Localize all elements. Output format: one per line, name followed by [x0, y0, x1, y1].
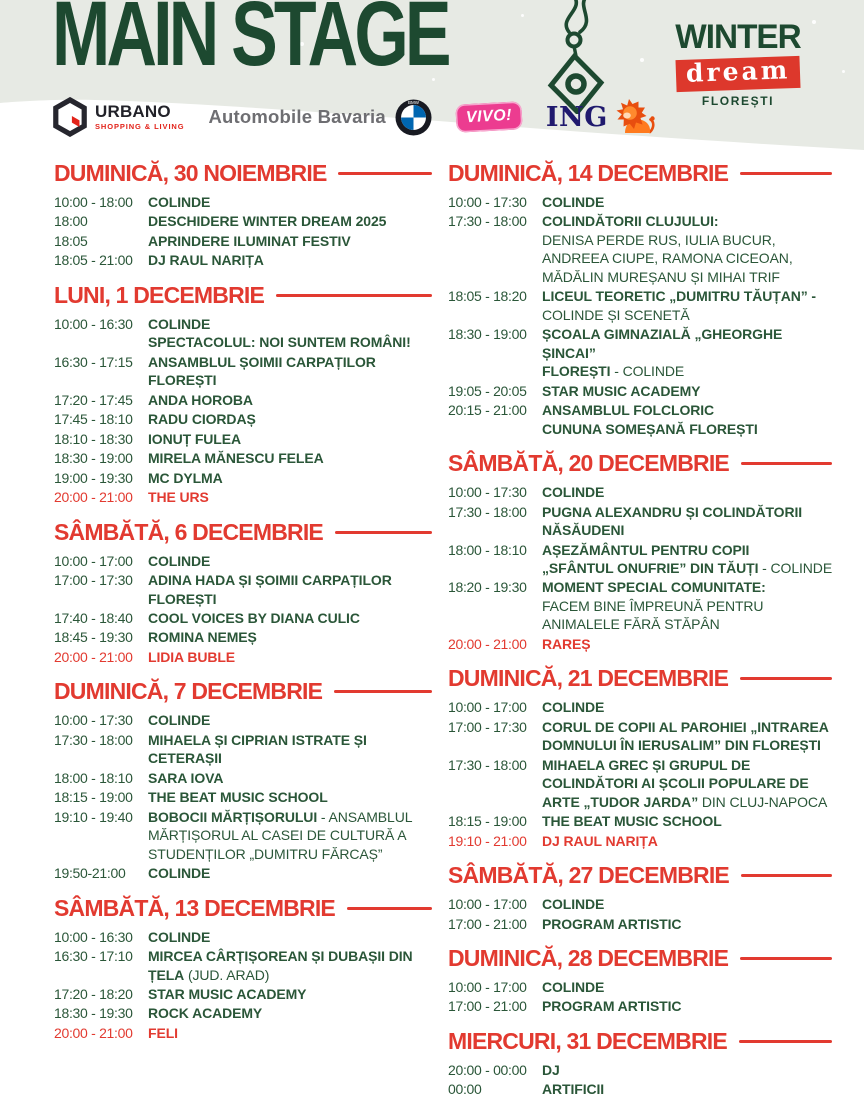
- event-row: [54, 1004, 438, 1022]
- event-title-part: LICEUL TEORETIC „DUMITRU TĂUȚAN” -: [542, 288, 816, 305]
- event-title: [542, 997, 838, 1015]
- event-title-part: IONUȚ FULEA: [148, 430, 242, 447]
- event-title: [542, 718, 838, 755]
- schedule-section: [54, 519, 438, 667]
- section-header: [448, 1028, 838, 1055]
- winter-dream-logo-city: FLOREȘTI: [701, 94, 775, 109]
- schedule-section: [448, 160, 838, 438]
- event-title-part: DOMNULUI ÎN IERUSALIM” DIN FLOREȘTI: [542, 737, 821, 754]
- event-title: [148, 711, 438, 729]
- event-title-part: AȘEZĂMÂNTUL PENTRU COPII: [542, 541, 750, 558]
- section-date-title: DUMINICĂ, 30 NOIEMBRIE: [54, 160, 327, 186]
- section-divider-line: [347, 907, 432, 910]
- event-time: 10:00 - 17:30: [448, 484, 527, 501]
- event-time: 18:30 - 19:00: [448, 326, 527, 343]
- event-time: 20:00 - 21:00: [448, 635, 527, 652]
- event-title-part: COLINDE: [542, 979, 605, 995]
- event-time: 10:00 - 18:00: [54, 194, 133, 210]
- section-date-title: DUMINICĂ, 21 DECEMBRIE: [448, 665, 729, 692]
- event-title-part: COLINDE: [542, 194, 605, 210]
- event-row: [54, 928, 438, 946]
- section-divider-line: [740, 172, 832, 175]
- event-title-part: COLINDE: [542, 484, 605, 501]
- event-title: [148, 1024, 438, 1042]
- event-title-part: COOL VOICES BY DIANA CULIC: [148, 609, 360, 626]
- event-title: [542, 978, 838, 996]
- vivo-name: VIVO!: [465, 106, 513, 127]
- event-row: [448, 832, 838, 850]
- event-row: [54, 353, 438, 390]
- event-title: [148, 947, 438, 984]
- event-title-part: FACEM BINE ÎMPREUNĂ PENTRU: [542, 597, 764, 614]
- event-row: [448, 997, 838, 1015]
- section-divider-line: [741, 462, 832, 465]
- event-title-part: COLINDE: [148, 552, 211, 569]
- event-row: [54, 391, 438, 409]
- event-time: 10:00 - 17:30: [448, 194, 527, 210]
- event-row: [54, 947, 438, 984]
- event-row: [54, 251, 438, 269]
- event-title: [148, 808, 438, 863]
- event-row: [54, 488, 438, 506]
- event-title: [148, 232, 438, 250]
- section-date-title: MIERCURI, 31 DECEMBRIE: [448, 1027, 727, 1054]
- event-time: 10:00 - 17:00: [448, 979, 527, 995]
- event-title: [542, 578, 838, 633]
- winter-dream-logo-winter: WINTER: [675, 18, 801, 56]
- event-row: [448, 325, 838, 380]
- schedule-section: [54, 678, 438, 882]
- event-time: 10:00 - 16:30: [54, 315, 133, 332]
- event-title-part: LIDIA BUBLE: [148, 648, 236, 665]
- event-time: 18:30 - 19:00: [54, 450, 133, 467]
- event-title-part: DENISA PERDE RUS, IULIA BUCUR,: [542, 231, 776, 248]
- ing-lion-icon: [613, 99, 655, 135]
- event-time: 17:30 - 18:00: [54, 731, 133, 748]
- event-time: 19:10 - 19:40: [54, 808, 133, 825]
- event-time: 10:00 - 17:00: [448, 699, 527, 716]
- event-title-part: CUNUNA SOMEȘANĂ FLOREȘTI: [542, 420, 758, 437]
- event-time: 20:00 - 21:00: [54, 648, 133, 665]
- event-time: 17:30 - 18:00: [448, 213, 527, 230]
- event-title-part: FLOREȘTI: [148, 372, 217, 389]
- event-time: 10:00 - 17:30: [54, 712, 133, 729]
- schedule-column-right: [448, 152, 838, 1100]
- event-title: [148, 193, 438, 211]
- event-title-part: ANDREEA CIUPE, RAMONA CICEOAN,: [542, 250, 793, 267]
- section-divider-line: [741, 874, 832, 877]
- event-title-part: THE URS: [148, 489, 209, 506]
- event-title-part: ANIMALELE FĂRĂ STĂPÂN: [542, 616, 720, 633]
- event-title-part: COLINDE: [542, 896, 605, 913]
- event-title-part: RADU CIORDAȘ: [148, 411, 256, 428]
- event-title: [542, 756, 838, 811]
- section-divider-line: [338, 172, 432, 175]
- event-title-part: DJ RAUL NARIȚA: [148, 252, 264, 269]
- event-title-part: BOBOCII MĂRȚIȘORULUI: [148, 808, 318, 825]
- event-title: [148, 552, 438, 570]
- event-time: 19:50-21:00: [54, 865, 126, 882]
- section-header: [54, 678, 438, 705]
- event-row: [448, 193, 838, 211]
- event-row: [448, 578, 838, 633]
- event-row: [448, 1061, 838, 1079]
- event-row: [54, 410, 438, 428]
- event-title: [148, 609, 438, 627]
- schedule-section: [448, 945, 838, 1016]
- event-row: [54, 864, 438, 882]
- event-row: [448, 382, 838, 400]
- event-title-part: PROGRAM ARTISTIC: [542, 998, 682, 1015]
- event-title-part: COLINDE: [542, 699, 605, 716]
- event-row: [54, 769, 438, 787]
- sponsor-bar: [52, 97, 655, 137]
- bmw-roundel-text: BMW: [407, 99, 419, 105]
- section-header: [448, 450, 838, 477]
- event-title-part: MĂRȚIȘORUL AL CASEI DE CULTURĂ A: [148, 827, 407, 844]
- event-title: [148, 391, 438, 409]
- schedule-column-left: [54, 152, 448, 1100]
- event-row: [54, 788, 438, 806]
- event-time: 18:00: [54, 213, 88, 230]
- urbano-text: [95, 103, 184, 132]
- event-time: 18:15 - 19:00: [54, 789, 133, 806]
- section-header: [448, 160, 838, 187]
- event-title-part: „SFÂNTUL ONUFRIE” DIN TĂUȚI: [542, 559, 759, 576]
- section-date-title: SÂMBĂTĂ, 6 DECEMBRIE: [54, 518, 323, 545]
- event-time: 18:45 - 19:30: [54, 629, 133, 646]
- event-title-part: THE BEAT MUSIC SCHOOL: [148, 789, 328, 806]
- event-time: 20:00 - 21:00: [54, 489, 133, 506]
- event-time: 18:00 - 18:10: [54, 769, 133, 786]
- event-time: 16:30 - 17:15: [54, 353, 133, 370]
- section-header: [448, 665, 838, 692]
- event-time: 00:00: [448, 1081, 482, 1098]
- event-title: [148, 731, 438, 768]
- event-title: [148, 769, 438, 787]
- event-title-part: COLINDĂTORII CLUJULUI:: [542, 213, 719, 230]
- event-row: [448, 895, 838, 913]
- event-title-part: COLINDE: [148, 194, 211, 210]
- event-title-part: PUGNA ALEXANDRU ȘI COLINDĂTORII: [542, 503, 803, 520]
- section-divider-line: [276, 294, 432, 297]
- event-title-part: MIHAELA GREC ȘI GRUPUL DE: [542, 756, 751, 773]
- event-title: [542, 382, 838, 400]
- vivo-logo: [455, 101, 522, 132]
- event-time: 19:05 - 20:05: [448, 382, 527, 399]
- event-title: [542, 503, 838, 540]
- event-row: [448, 212, 838, 286]
- section-divider-line: [334, 690, 432, 693]
- schedule-section: [448, 450, 838, 653]
- event-title-part: STUDENȚILOR „DUMITRU FĂRCAȘ”: [148, 845, 383, 862]
- snow-dot: [842, 70, 845, 73]
- event-title: [148, 1004, 438, 1022]
- event-title: [148, 353, 438, 390]
- event-title-part: - ANSAMBLUL: [317, 808, 413, 825]
- event-row: [448, 635, 838, 653]
- event-time: 10:00 - 17:00: [54, 552, 133, 569]
- event-time: 18:00 - 18:10: [448, 541, 527, 558]
- event-row: [54, 232, 438, 250]
- event-title-part: ARTIFICII: [542, 1081, 605, 1098]
- event-title: [148, 251, 438, 269]
- event-title: [148, 571, 438, 608]
- winter-dream-logo: [658, 20, 818, 108]
- event-title-part: SARA IOVA: [148, 769, 224, 786]
- event-title-part: CETERAȘII: [148, 750, 222, 767]
- event-title: [542, 483, 838, 501]
- event-title: [542, 698, 838, 716]
- event-row: [448, 718, 838, 755]
- event-title: [542, 541, 838, 578]
- event-title-part: STAR MUSIC ACADEMY: [542, 382, 701, 399]
- event-title-part: COLINDE ȘI SCENETĂ: [542, 306, 690, 323]
- section-date-title: SÂMBĂTĂ, 13 DECEMBRIE: [54, 894, 335, 921]
- section-header: [448, 945, 838, 972]
- event-title: [148, 985, 438, 1003]
- ing-logo: [546, 99, 655, 135]
- event-title-part: ANSAMBLUL ȘOIMII CARPAȚILOR: [148, 353, 376, 370]
- event-title: [542, 325, 838, 380]
- event-title: [542, 1080, 838, 1098]
- event-row: [448, 812, 838, 830]
- event-title-part: COLINDE: [148, 315, 211, 332]
- bmw-roundel-icon: [395, 99, 432, 136]
- event-title-part: NĂSĂUDENI: [542, 522, 625, 539]
- urbano-logo: [52, 97, 184, 137]
- event-title-part: THE BEAT MUSIC SCHOOL: [542, 813, 722, 830]
- schedule-section: [54, 895, 438, 1043]
- event-row: [54, 552, 438, 570]
- event-title: [542, 193, 838, 211]
- section-date-title: DUMINICĂ, 7 DECEMBRIE: [54, 678, 323, 705]
- event-time: 10:00 - 16:30: [54, 928, 133, 945]
- event-row: [54, 193, 438, 211]
- event-row: [448, 483, 838, 501]
- event-title: [542, 401, 838, 438]
- event-title: [148, 788, 438, 806]
- event-title-part: MĂDĂLIN MUREȘANU ȘI MIHAI TRIF: [542, 268, 780, 285]
- section-date-title: DUMINICĂ, 14 DECEMBRIE: [448, 160, 729, 186]
- section-header: [54, 282, 438, 309]
- automobile-bavaria-name: Automobile Bavaria: [208, 106, 386, 127]
- event-title: [148, 449, 438, 467]
- event-title: [542, 812, 838, 830]
- event-time: 18:15 - 19:00: [448, 813, 527, 830]
- event-row: [54, 628, 438, 646]
- event-time: 18:05: [54, 232, 88, 249]
- section-divider-line: [740, 957, 832, 960]
- event-time: 19:10 - 21:00: [448, 832, 527, 849]
- section-date-title: DUMINICĂ, 28 DECEMBRIE: [448, 945, 729, 971]
- event-title-part: (JUD. ARAD): [184, 966, 270, 983]
- event-title: [148, 315, 438, 352]
- event-row: [54, 711, 438, 729]
- event-title: [542, 1061, 838, 1079]
- event-title-part: FLOREȘTI: [542, 363, 611, 380]
- urbano-tagline: SHOPPING & LIVING: [95, 122, 185, 132]
- event-title: [148, 469, 438, 487]
- event-title-part: DESCHIDERE WINTER DREAM 2025: [148, 213, 387, 230]
- section-date-title: SÂMBĂTĂ, 27 DECEMBRIE: [448, 862, 729, 889]
- event-time: 17:00 - 21:00: [448, 998, 527, 1015]
- event-row: [448, 287, 838, 324]
- event-time: 17:45 - 18:10: [54, 411, 133, 428]
- event-title-part: APRINDERE ILUMINAT FESTIV: [148, 232, 351, 249]
- event-time: 17:00 - 21:00: [448, 915, 527, 932]
- section-header: [448, 862, 838, 889]
- schedule: [0, 150, 864, 1100]
- event-title: [542, 635, 838, 653]
- event-row: [54, 808, 438, 863]
- event-row: [448, 541, 838, 578]
- event-time: 17:30 - 18:00: [448, 756, 527, 773]
- event-title: [542, 915, 838, 933]
- event-title: [148, 928, 438, 946]
- event-title: [148, 430, 438, 448]
- event-title-part: ȚELA: [148, 966, 185, 983]
- event-title-part: FELI: [148, 1024, 178, 1041]
- event-row: [54, 571, 438, 608]
- event-title: [148, 628, 438, 646]
- event-title-part: ȘCOALA GIMNAZIALĂ „GHEORGHE ȘINCAI”: [542, 326, 783, 361]
- event-row: [54, 985, 438, 1003]
- event-row: [54, 449, 438, 467]
- section-divider-line: [335, 531, 432, 534]
- page-title: MAIN STAGE: [52, 0, 448, 85]
- event-title-part: MOMENT SPECIAL COMUNITATE:: [542, 579, 766, 596]
- event-title-part: SPECTACOLUL: NOI SUNTEM ROMÂNI!: [148, 334, 411, 351]
- event-time: 17:00 - 17:30: [448, 718, 527, 735]
- event-row: [448, 401, 838, 438]
- urbano-hexagon-icon: [52, 97, 88, 137]
- event-title: [148, 648, 438, 666]
- event-title-part: COLINDE: [148, 928, 211, 945]
- section-date-title: SÂMBĂTĂ, 20 DECEMBRIE: [448, 450, 729, 477]
- ing-name: ING: [545, 101, 608, 133]
- event-row: [54, 1024, 438, 1042]
- section-header: [54, 160, 438, 187]
- event-title-part: COLINDĂTORI AI ȘCOLII POPULARE DE: [542, 775, 809, 792]
- event-title-part: STAR MUSIC ACADEMY: [148, 986, 307, 1002]
- event-time: 18:05 - 18:20: [448, 288, 527, 305]
- snow-dot: [640, 58, 644, 62]
- section-divider-line: [740, 677, 832, 680]
- event-row: [54, 315, 438, 352]
- event-title-part: DJ RAUL NARIȚA: [542, 832, 658, 849]
- event-title-part: MIRELA MĂNESCU FELEA: [148, 450, 324, 467]
- event-title-part: DIN CLUJ-NAPOCA: [698, 793, 828, 810]
- event-title-part: COLINDE: [148, 865, 211, 882]
- event-title-part: MIRCEA CÂRȚIȘOREAN ȘI DUBAȘII DIN: [148, 948, 413, 965]
- event-title: [148, 410, 438, 428]
- event-time: 17:20 - 18:20: [54, 986, 133, 1002]
- event-title-part: - COLINDE: [758, 559, 833, 576]
- event-row: [54, 430, 438, 448]
- event-row: [54, 648, 438, 666]
- event-time: 18:05 - 21:00: [54, 252, 133, 269]
- event-time: 20:00 - 00:00: [448, 1061, 527, 1078]
- event-title-part: ANDA HOROBA: [148, 391, 253, 408]
- event-row: [54, 731, 438, 768]
- schedule-section: [448, 1028, 838, 1099]
- event-title-part: ANSAMBLUL FOLCLORIC: [542, 402, 715, 419]
- winter-dream-logo-dream: dream: [675, 56, 800, 92]
- event-title-part: RAREȘ: [542, 635, 591, 652]
- event-title: [148, 488, 438, 506]
- event-row: [448, 915, 838, 933]
- event-title-part: ADINA HADA ȘI ȘOIMII CARPAȚILOR: [148, 572, 392, 589]
- event-title-part: CORUL DE COPII AL PAROHIEI „INTRAREA: [542, 718, 829, 735]
- event-row: [448, 698, 838, 716]
- event-row: [448, 756, 838, 811]
- event-time: 18:30 - 19:30: [54, 1005, 133, 1022]
- event-title: [542, 287, 838, 324]
- hero-header: [0, 0, 864, 150]
- event-row: [448, 978, 838, 996]
- event-title-part: MC DYLMA: [148, 469, 223, 486]
- event-title-part: ARTE „TUDOR JARDA”: [542, 793, 699, 810]
- section-date-title: LUNI, 1 DECEMBRIE: [54, 281, 265, 308]
- event-title: [542, 832, 838, 850]
- event-title: [148, 212, 438, 230]
- event-row: [448, 503, 838, 540]
- event-time: 17:40 - 18:40: [54, 609, 133, 626]
- event-row: [54, 609, 438, 627]
- event-time: 17:30 - 18:00: [448, 503, 527, 520]
- event-time: 17:00 - 17:30: [54, 572, 133, 589]
- event-title-part: FLOREȘTI: [148, 590, 217, 607]
- event-time: 10:00 - 17:00: [448, 896, 527, 913]
- schedule-section: [448, 862, 838, 933]
- event-row: [54, 469, 438, 487]
- event-time: 20:00 - 21:00: [54, 1024, 133, 1041]
- event-time: 18:20 - 19:30: [448, 579, 527, 596]
- event-title: [148, 864, 438, 882]
- schedule-section: [448, 665, 838, 850]
- schedule-section: [54, 160, 438, 270]
- event-time: 16:30 - 17:10: [54, 948, 133, 965]
- event-title-part: - COLINDE: [610, 363, 685, 380]
- automobile-bavaria-logo: [208, 99, 431, 136]
- section-header: [54, 895, 438, 922]
- event-title: [542, 895, 838, 913]
- urbano-name: URBANO: [95, 101, 171, 121]
- event-title-part: PROGRAM ARTISTIC: [542, 915, 682, 932]
- event-row: [54, 212, 438, 230]
- event-time: 17:20 - 17:45: [54, 391, 133, 408]
- event-title: [542, 212, 838, 286]
- section-header: [54, 519, 438, 546]
- event-title-part: COLINDE: [148, 712, 211, 729]
- snow-dot: [521, 14, 524, 17]
- schedule-section: [54, 282, 438, 507]
- event-title-part: MIHAELA ȘI CIPRIAN ISTRATE ȘI: [148, 731, 367, 748]
- event-time: 20:15 - 21:00: [448, 402, 527, 419]
- event-row: [448, 1080, 838, 1098]
- event-title-part: ROCK ACADEMY: [148, 1005, 263, 1022]
- event-title-part: ROMINA NEMEȘ: [148, 629, 257, 646]
- event-time: 19:00 - 19:30: [54, 469, 133, 486]
- event-time: 18:10 - 18:30: [54, 430, 133, 447]
- event-title-part: DJ: [542, 1061, 560, 1078]
- section-divider-line: [739, 1040, 832, 1043]
